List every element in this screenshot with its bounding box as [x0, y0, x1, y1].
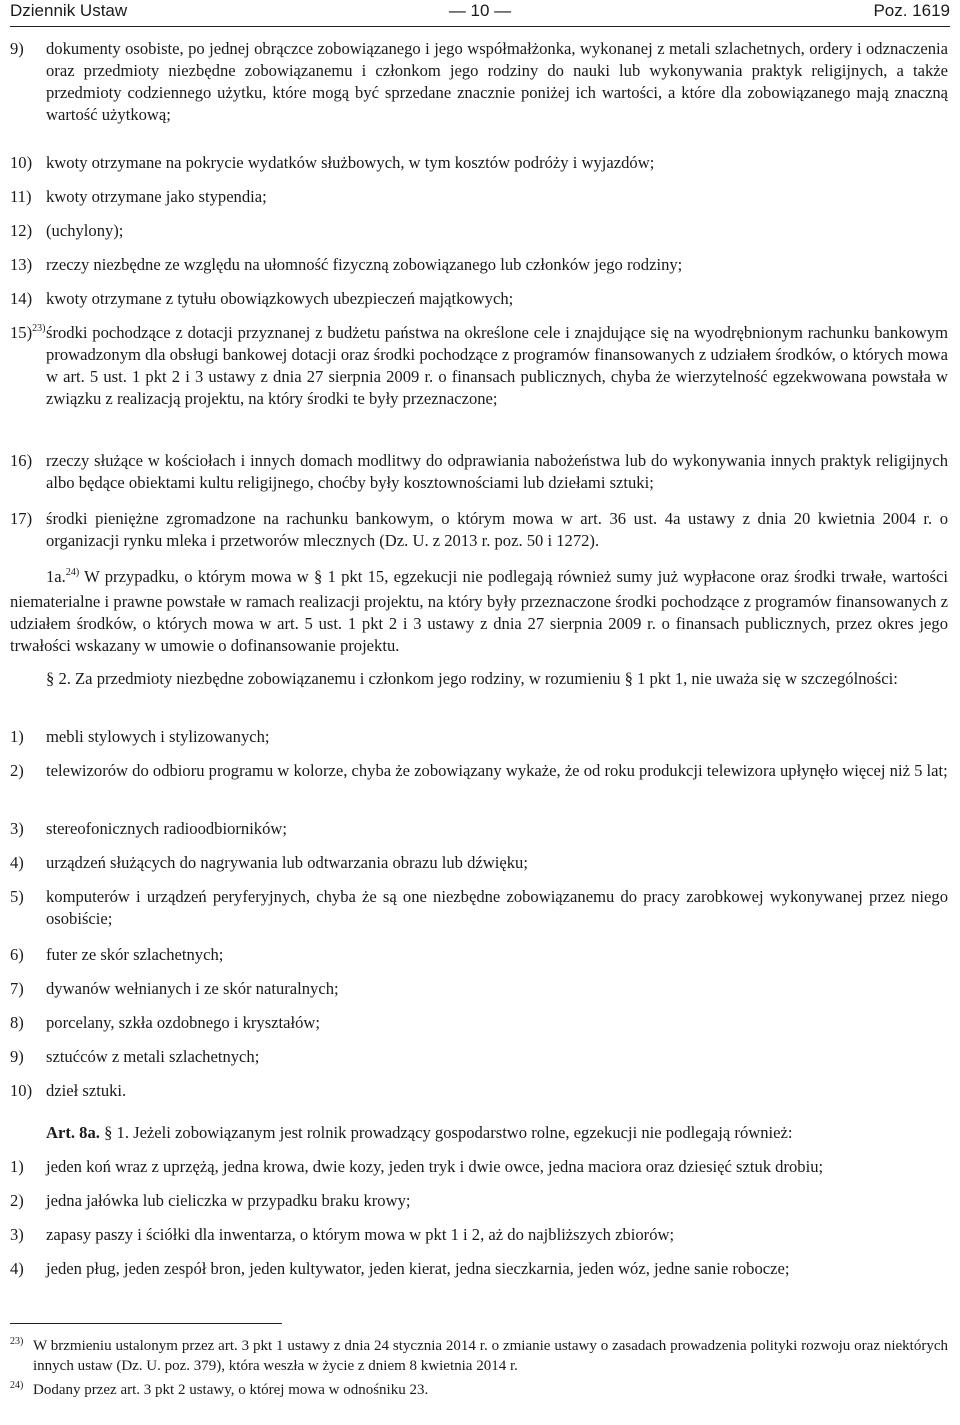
item-number: 8) [10, 1013, 24, 1032]
list-item [10, 726, 948, 748]
footnote-divider [10, 1323, 282, 1324]
item-number: 12) [10, 221, 33, 240]
item-number: 2) [10, 761, 24, 780]
footnote-text: W brzmieniu ustalonym przez art. 3 pkt 1 ustawy z dnia 24 stycznia 2014 r. o zmianie ustawy o zasadach prowadzenia polityki rozwoju oraz niektórych innych ustaw (Dz. U. poz. 379), która weszła w życie z dniem 8 kwietnia 2014 r. [33, 1338, 948, 1374]
item-number: 9) [10, 1047, 24, 1066]
item-text: zapasy paszy i ściółki dla inwentarza, o którym mowa w pkt 1 i 2, aż do najbliższych zbiorów; [46, 1225, 675, 1244]
item-text: sztućców z metali szlachetnych; [46, 1047, 260, 1066]
item-text: jeden pług, jeden zespół bron, jeden kultywator, jeden kierat, jedna sieczkarnia, jeden wóz, jedne sanie robocze; [46, 1259, 790, 1278]
article-8a [10, 1122, 948, 1144]
paragraph-text: W przypadku, o którym mowa w § 1 pkt 15, egzekucji nie podlegają również sumy już wypłacone oraz środki trwałe, wartości niematerialne i prawne powstałe w ramach realizacji projektu, na który były przeznaczone środki pochodzące z programów finansowanych z udziałem środków, o których mowa w art. 5 ust. 1 pkt 2 i 3 ustawy z dnia 27 sierpnia 2009 r. o finansach publicznych, przez okres jego trwałości wskazany w umowie o dofinansowanie projektu. [10, 567, 948, 655]
list-item [10, 186, 948, 208]
item-text: rzeczy służące w kościołach i innych domach modlitwy do odprawiania nabożeństwa lub do wykonywania innych praktyk religijnych albo będące obiektami kultu religijnego, choćby były kosztownościami lub dziełami sztuki; [46, 451, 948, 492]
item-number: 6) [10, 945, 24, 964]
item-number: 13) [10, 255, 33, 274]
footnote-ref: 24) [65, 567, 80, 578]
item-text: komputerów i urządzeń peryferyjnych, chyba że są one niezbędne zobowiązanemu do pracy zarobkowej wykonywanej przez niego osobiście; [46, 887, 948, 928]
list-item [10, 944, 948, 966]
item-text: rzeczy niezbędne ze względu na ułomność fizyczną zobowiązanego lub członków jego rodziny; [46, 255, 683, 274]
list-item [10, 288, 948, 310]
footnote [10, 1336, 948, 1376]
item-number: 17) [10, 509, 33, 528]
item-text: środki pochodzące z dotacji przyznanej z budżetu państwa na określone cele i znajdujące się na wyodrębnionym rachunku bankowym prowadzonym dla obsługi bankowej dotacji oraz środki pochodzące z programów finansowanych z udziałem środków, o których mowa w art. 5 ust. 1 pkt 2 i 3 ustawy z dnia 27 sierpnia 2009 r. o finansach publicznych, chyba że wierzytelność egzekwowana powstała w związku z realizacją projektu, na który środki te były przeznaczone; [46, 323, 948, 408]
item-text: mebli stylowych i stylizowanych; [46, 727, 270, 746]
item-number: 1) [10, 727, 24, 746]
page-header [10, 0, 950, 27]
journal-title: Dziennik Ustaw [10, 1, 128, 20]
list-item [10, 220, 948, 242]
item-text: środki pieniężne zgromadzone na rachunku bankowym, o którym mowa w art. 36 ust. 4a ustawy z dnia 20 kwietnia 2004 r. o organizacji rynku mleka i przetworów mlecznych (Dz. U. z 2013 r. poz. 50 i 1272). [46, 509, 948, 550]
item-text: jeden koń wraz z uprzężą, jedna krowa, dwie kozy, jeden tryk i dwie owce, jedna maciora oraz dziesięć sztuk drobiu; [46, 1157, 824, 1176]
footnote-number: 24) [10, 1380, 24, 1391]
item-text: kwoty otrzymane na pokrycie wydatków służbowych, w tym kosztów podróży i wyjazdów; [46, 153, 655, 172]
list-item [10, 450, 948, 494]
position-number: Poz. 1619 [873, 1, 950, 20]
list-item [10, 254, 948, 276]
item-number-label: 15) [10, 323, 33, 342]
item-text: stereofonicznych radioodbiorników; [46, 819, 287, 838]
item-number: 10) [10, 1081, 33, 1100]
item-number: 14) [10, 289, 33, 308]
item-text: kwoty otrzymane jako stypendia; [46, 187, 267, 206]
list-item [10, 1012, 948, 1034]
list-item [10, 1046, 948, 1068]
article-text: § 1. Jeżeli zobowiązanym jest rolnik prowadzący gospodarstwo rolne, egzekucji nie podlegają również: [99, 1123, 793, 1142]
item-text: dywanów wełnianych i ze skór naturalnych; [46, 979, 339, 998]
article-title: Art. 8a. [46, 1123, 100, 1142]
list-item [10, 1224, 948, 1246]
item-number: 9) [10, 39, 24, 58]
item-number: 3) [10, 819, 24, 838]
item-number: 2) [10, 1191, 24, 1210]
item-text: dokumenty osobiste, po jednej obrączce zobowiązanego i jego współmałżonka, wykonanej z metali szlachetnych, ordery i odznaczenia oraz przedmioty niezbędne zobowiązanemu i członkom jego rodziny do nauki lub wykonywania praktyk religijnych, a także przedmioty codziennego użytku, które mogą być sprzedane znacznie poniżej ich wartości, a które dla zobowiązanego mają znaczną wartość użytkową; [46, 39, 948, 124]
item-number: 11) [10, 187, 32, 206]
footnote-text: Dodany przez art. 3 pkt 2 ustawy, o której mowa w odnośniku 23. [33, 1382, 429, 1398]
list-item [10, 38, 948, 126]
item-number [10, 322, 45, 347]
paragraph-lead: 1a. [46, 567, 66, 586]
list-item [10, 886, 948, 930]
item-number: 5) [10, 887, 24, 906]
item-text: (uchylony); [46, 221, 124, 240]
item-number: 4) [10, 1259, 24, 1278]
list-item [10, 322, 948, 410]
list-item [10, 818, 948, 840]
page-number: — 10 — [448, 1, 512, 20]
footnote-ref: 23) [32, 323, 46, 334]
list-item [10, 760, 948, 782]
item-number: 7) [10, 979, 24, 998]
list-item [10, 152, 948, 174]
item-text: futer ze skór szlachetnych; [46, 945, 224, 964]
item-number: 1) [10, 1157, 24, 1176]
list-item [10, 852, 948, 874]
item-number: 4) [10, 853, 24, 872]
item-number: 16) [10, 451, 33, 470]
paragraph-1a [10, 566, 948, 657]
item-number: 3) [10, 1225, 24, 1244]
list-item [10, 1080, 948, 1102]
paragraph-2: § 2. Za przedmioty niezbędne zobowiązanemu i członkom jego rodziny, w rozumieniu § 1 pkt 1, nie uważa się w szczególności: [46, 669, 898, 688]
item-text: dzieł sztuki. [46, 1081, 127, 1100]
item-text: jedna jałówka lub cieliczka w przypadku braku krowy; [46, 1191, 411, 1210]
list-item [10, 508, 948, 552]
item-text: porcelany, szkła ozdobnego i kryształów; [46, 1013, 321, 1032]
footnote-number: 23) [10, 1336, 24, 1347]
list-item [10, 1258, 948, 1280]
list-item [10, 1156, 948, 1178]
footnote [10, 1380, 948, 1400]
list-item [10, 1190, 948, 1212]
item-text: urządzeń służących do nagrywania lub odtwarzania obrazu lub dźwięku; [46, 853, 528, 872]
item-text: telewizorów do odbioru programu w kolorze, chyba że zobowiązany wykaże, że od roku produkcji telewizora upłynęło więcej niż 5 lat; [46, 761, 948, 780]
item-text: kwoty otrzymane z tytułu obowiązkowych ubezpieczeń majątkowych; [46, 289, 514, 308]
list-item [10, 978, 948, 1000]
item-number: 10) [10, 153, 33, 172]
